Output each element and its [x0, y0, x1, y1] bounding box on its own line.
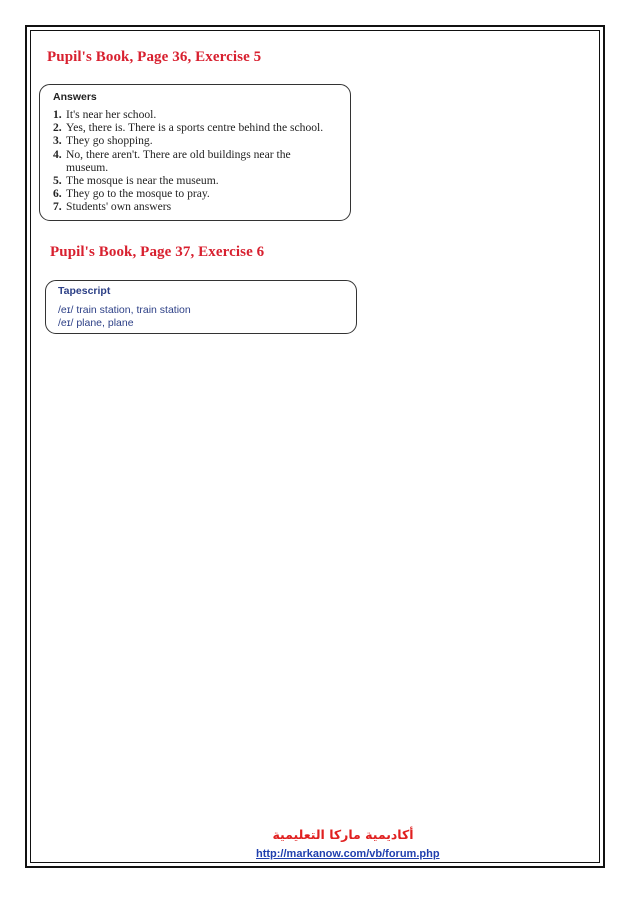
- tapescript-box: [45, 280, 357, 334]
- list-item: 7. Students' own answers: [53, 200, 172, 214]
- tapescript-line: /eɪ/ plane, plane: [58, 317, 134, 329]
- list-item-continuation: museum.: [66, 160, 109, 174]
- list-item: 6. They go to the mosque to pray.: [53, 187, 210, 201]
- list-item: 3. They go shopping.: [53, 134, 153, 148]
- list-item: 5. The mosque is near the museum.: [53, 174, 219, 188]
- footer-forum-link[interactable]: http://markanow.com/vb/forum.php: [256, 848, 440, 860]
- list-item: 2. Yes, there is. There is a sports centre behind the school.: [53, 121, 324, 135]
- answers-box: [39, 84, 351, 221]
- tapescript-title: Tapescript: [58, 285, 111, 297]
- exercise-5-heading: Pupil's Book, Page 36, Exercise 5: [47, 49, 262, 65]
- answers-title: Answers: [53, 91, 97, 103]
- list-item: 1. It's near her school.: [53, 108, 157, 121]
- answers-list: [53, 108, 323, 214]
- list-item: 4. No, there aren't. There are old buildings near the: [53, 147, 291, 161]
- exercise-6-heading: Pupil's Book, Page 37, Exercise 6: [50, 244, 265, 260]
- footer-academy-name: أكاديمية ماركا التعليمية: [272, 827, 414, 842]
- tapescript-line: /eɪ/ train station, train station: [58, 304, 191, 316]
